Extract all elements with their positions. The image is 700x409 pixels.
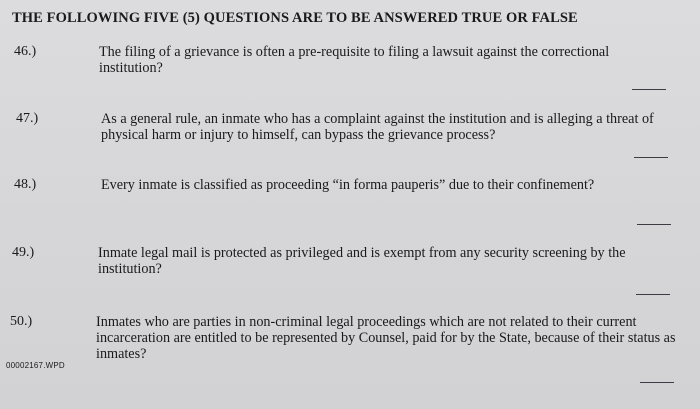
answer-blank[interactable] <box>637 224 671 225</box>
question-number: 49.) <box>12 245 35 260</box>
answer-blank[interactable] <box>640 382 674 383</box>
question-text: Inmate legal mail is protected as privileged and is exempt from any security screening by the institution? <box>98 245 626 277</box>
question-number: 48.) <box>14 177 37 192</box>
question-text: Every inmate is classified as proceeding “in forma pauperis” due to their confinement? <box>101 177 595 193</box>
answer-blank[interactable] <box>632 89 666 90</box>
question-number: 50.) <box>10 314 33 329</box>
question-number: 46.) <box>14 44 37 59</box>
answer-blank[interactable] <box>634 157 668 158</box>
question-number: 47.) <box>16 111 39 126</box>
answer-blank[interactable] <box>636 294 670 295</box>
question-text: As a general rule, an inmate who has a complaint against the institution and is alleging a threat of physical harm or injury to himself, can bypass the grievance process? <box>101 111 654 143</box>
section-heading: THE FOLLOWING FIVE (5) QUESTIONS ARE TO BE ANSWERED TRUE OR FALSE <box>12 10 578 26</box>
question-text: Inmates who are parties in non-criminal legal proceedings which are not related to their current incarceration are entitled to be represented by Counsel, paid for by the State, because of their status as inmates? <box>96 314 676 362</box>
document-id: 00002167.WPD <box>6 361 65 370</box>
question-text: The filing of a grievance is often a pre-requisite to filing a lawsuit against the correctional institution? <box>99 44 610 76</box>
